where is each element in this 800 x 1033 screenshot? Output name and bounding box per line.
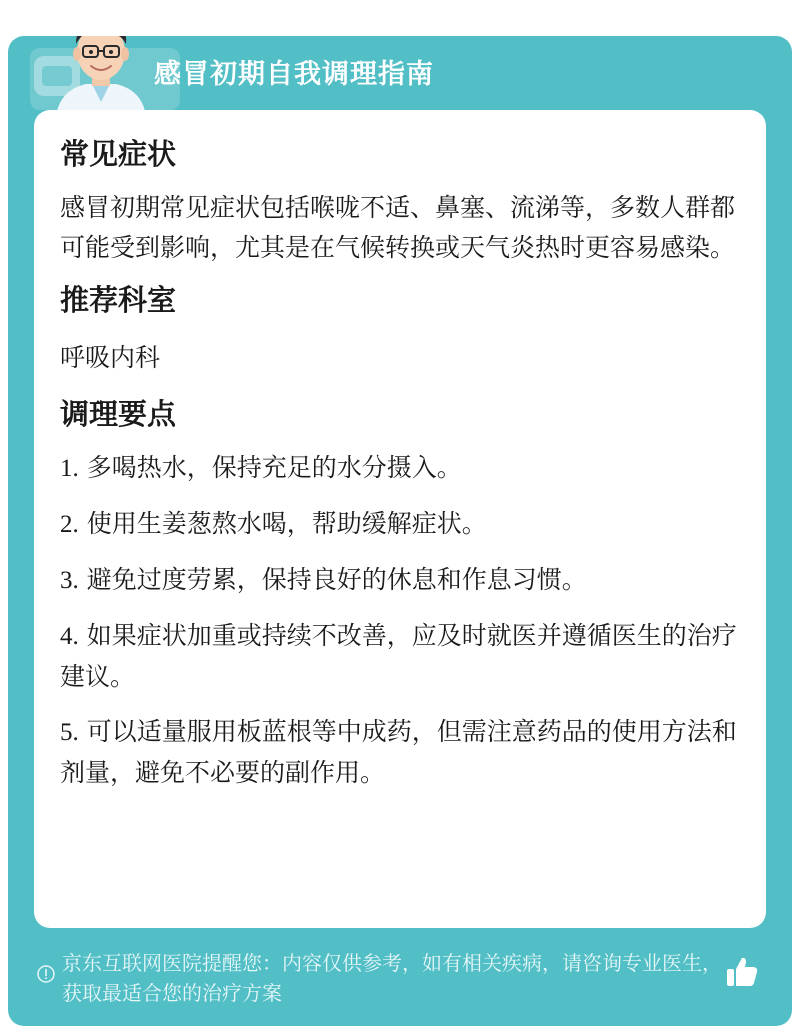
list-item-number: 4. <box>60 623 79 650</box>
symptoms-title: 常见症状 <box>60 137 177 171</box>
content-panel <box>34 110 766 928</box>
list-item-text: 多喝热水，保持充足的水分摄入。 <box>86 453 462 482</box>
list-item-text: 可以适量服用板蓝根等中成药，但需注意药品的使用方法和剂量，避免不必要的副作用。 <box>60 717 737 787</box>
tips-title: 调理要点 <box>60 397 177 431</box>
list-item <box>60 616 740 697</box>
department-title: 推荐科室 <box>60 283 177 317</box>
department-text: 呼吸内科 <box>60 343 161 372</box>
thumbs-up-icon[interactable] <box>724 954 760 990</box>
disclaimer-text: 京东互联网医院提醒您：内容仅供参考，如有相关疾病，请咨询专业医生，获取最适合您的治疗方案 <box>62 951 722 1005</box>
list-item-number: 1. <box>60 455 79 482</box>
list-item <box>60 448 740 489</box>
list-item <box>60 560 740 601</box>
footer <box>8 942 792 1026</box>
list-item <box>60 712 740 793</box>
list-item-text: 使用生姜葱熬水喝，帮助缓解症状。 <box>86 509 487 538</box>
list-item-text: 避免过度劳累，保持良好的休息和作息习惯。 <box>86 565 587 594</box>
doctor-avatar-icon <box>46 36 156 116</box>
list-item-number: 3. <box>60 567 79 594</box>
list-item <box>60 504 740 545</box>
list-item-number: 5. <box>60 719 79 746</box>
info-icon <box>37 965 55 983</box>
symptoms-text: 感冒初期常见症状包括喉咙不适、鼻塞、流涕等，多数人群都可能受到影响，尤其是在气候转换或天气炎热时更容易感染。 <box>60 193 736 262</box>
guide-card <box>8 36 792 1026</box>
page-title: 感冒初期自我调理指南 <box>154 59 434 90</box>
tips-list <box>60 448 740 793</box>
list-item-text: 如果症状加重或持续不改善，应及时就医并遵循医生的治疗建议。 <box>60 621 737 691</box>
list-item-number: 2. <box>60 511 79 538</box>
